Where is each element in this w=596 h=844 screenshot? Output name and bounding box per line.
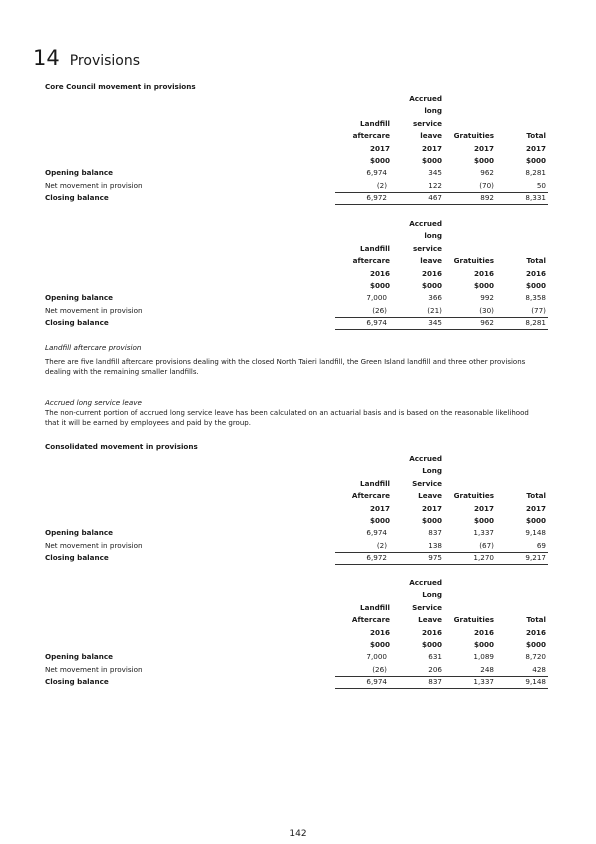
table-row <box>45 180 550 192</box>
column-header-cell: Gratuities <box>453 256 494 266</box>
column-header-cell: 2016 <box>473 627 494 637</box>
value-cell: 837 <box>428 677 442 687</box>
table-header-row <box>45 478 550 490</box>
column-header-cell: Gratuities <box>453 131 494 141</box>
column-header-cell: Total <box>526 615 546 625</box>
column-header-cell: 2017 <box>369 143 390 153</box>
column-header-cell: 2017 <box>525 143 546 153</box>
value-cell: (21) <box>427 305 442 315</box>
column-header-cell: Accrued <box>409 219 442 228</box>
column-header-cell: 2017 <box>525 503 546 513</box>
total-rule <box>335 564 548 565</box>
value-cell: 8,720 <box>525 652 546 662</box>
value-cell: 1,270 <box>473 553 494 563</box>
column-header-cell: $000 <box>421 281 442 290</box>
column-header-cell: long <box>424 231 442 241</box>
column-header-cell: Total <box>526 491 546 501</box>
table-header-row <box>45 155 550 167</box>
column-header-cell: 2016 <box>421 268 442 278</box>
table-header-row <box>45 218 550 230</box>
total-rule <box>335 204 548 205</box>
value-cell: 50 <box>536 180 546 190</box>
value-cell: 345 <box>428 318 442 328</box>
table-header-row <box>45 230 550 242</box>
value-cell: 138 <box>428 540 442 550</box>
column-header-cell: $000 <box>473 516 494 525</box>
column-header-cell: Landfill <box>360 118 390 128</box>
table-row <box>45 305 550 317</box>
table-header-row <box>45 453 550 465</box>
value-cell: 248 <box>480 664 494 674</box>
column-header-cell: 2017 <box>421 143 442 153</box>
value-cell: 8,358 <box>525 293 546 303</box>
value-cell: (2) <box>376 180 387 190</box>
column-header-cell: Gratuities <box>453 615 494 625</box>
table-header-row <box>45 243 550 255</box>
value-cell: 69 <box>536 540 546 550</box>
row-label: Closing balance <box>45 677 109 687</box>
column-header-cell: $000 <box>473 640 494 649</box>
table-header-row <box>45 465 550 477</box>
table-row <box>45 651 550 663</box>
value-cell: 8,281 <box>525 318 546 328</box>
column-header-cell: Landfill <box>360 602 390 612</box>
table-header-row <box>45 268 550 280</box>
row-label: Closing balance <box>45 193 109 203</box>
value-cell: 9,217 <box>525 553 546 563</box>
table-header-row <box>45 614 550 626</box>
column-header-cell: Leave <box>418 615 442 625</box>
value-cell: 8,331 <box>525 193 546 203</box>
column-header-cell: Aftercare <box>351 615 390 625</box>
column-header-cell: leave <box>420 131 442 141</box>
column-header-cell: $000 <box>369 516 390 525</box>
value-cell: 6,972 <box>366 553 387 563</box>
value-cell: 122 <box>428 180 442 190</box>
value-cell: 6,974 <box>366 168 387 178</box>
value-cell: 6,974 <box>366 677 387 687</box>
column-header-cell: 2016 <box>525 627 546 637</box>
value-cell: 345 <box>428 168 442 178</box>
table-header-row <box>45 118 550 130</box>
landfill-note-text: There are five landfill aftercare provisions dealing with the closed North Taieri landfill, the Green Island landfill and three other provisions dealing with the remaining smaller landfills. <box>45 358 526 376</box>
column-header-cell: $000 <box>473 281 494 290</box>
column-header-cell: Accrued <box>409 94 442 103</box>
row-label: Closing balance <box>45 553 109 563</box>
column-header-cell: $000 <box>525 281 546 290</box>
column-header-cell: Accrued <box>409 454 442 463</box>
column-header-cell: $000 <box>525 516 546 525</box>
column-header-cell: 2016 <box>369 268 390 278</box>
section-title: Provisions <box>69 53 141 69</box>
value-cell: 9,148 <box>525 528 546 538</box>
total-rule <box>335 329 548 330</box>
value-cell: (2) <box>376 540 387 550</box>
value-cell: 6,974 <box>366 528 387 538</box>
column-header-cell: $000 <box>421 640 442 649</box>
row-label: Net movement in provision <box>45 180 143 190</box>
core-council-title: Core Council movement in provisions <box>45 82 196 91</box>
value-cell: 7,000 <box>366 652 387 662</box>
leave-note-heading: Accrued long service leave <box>45 398 142 407</box>
column-header-cell: 2016 <box>369 627 390 637</box>
column-header-cell: Gratuities <box>453 491 494 501</box>
value-cell: 428 <box>532 664 546 674</box>
section-number: 14 <box>33 46 60 70</box>
table-header-row <box>45 143 550 155</box>
table-row <box>45 552 550 564</box>
column-header-cell: 2017 <box>421 503 442 513</box>
table-row <box>45 292 550 304</box>
value-cell: (70) <box>479 180 494 190</box>
column-header-cell: long <box>424 106 442 116</box>
row-label: Net movement in provision <box>45 540 143 550</box>
value-cell: 7,000 <box>366 293 387 303</box>
column-header-cell: Total <box>526 131 546 141</box>
value-cell: 9,148 <box>525 677 546 687</box>
row-label: Net movement in provision <box>45 664 143 674</box>
column-header-cell: aftercare <box>352 256 390 266</box>
value-cell: (26) <box>372 305 387 315</box>
column-header-cell: 2016 <box>525 268 546 278</box>
column-header-cell: service <box>413 243 442 253</box>
value-cell: 6,974 <box>366 318 387 328</box>
value-cell: 837 <box>428 528 442 538</box>
table-header-row <box>45 639 550 651</box>
total-rule <box>335 688 548 689</box>
column-header-cell: $000 <box>473 156 494 165</box>
table-header-row <box>45 255 550 267</box>
consolidated-title: Consolidated movement in provisions <box>45 442 198 451</box>
table-header-row <box>45 490 550 502</box>
value-cell: 962 <box>480 318 494 328</box>
column-header-cell: leave <box>420 256 442 266</box>
column-header-cell: Leave <box>418 491 442 501</box>
column-header-cell: $000 <box>369 281 390 290</box>
row-label: Closing balance <box>45 318 109 328</box>
value-cell: 962 <box>480 168 494 178</box>
row-label: Opening balance <box>45 652 114 662</box>
value-cell: 992 <box>480 293 494 303</box>
table-header-row <box>45 280 550 292</box>
column-header-cell: $000 <box>369 640 390 649</box>
column-header-cell: 2017 <box>473 503 494 513</box>
table-row <box>45 676 550 688</box>
column-header-cell: 2016 <box>421 627 442 637</box>
column-header-cell: $000 <box>369 156 390 165</box>
value-cell: 8,281 <box>525 168 546 178</box>
table-header-row <box>45 627 550 639</box>
column-header-cell: 2017 <box>473 143 494 153</box>
column-header-cell: 2016 <box>473 268 494 278</box>
row-label: Opening balance <box>45 168 114 178</box>
value-cell: 467 <box>428 193 442 203</box>
column-header-cell: Landfill <box>360 243 390 253</box>
value-cell: (26) <box>372 664 387 674</box>
value-cell: 631 <box>428 652 442 662</box>
column-header-cell: $000 <box>421 156 442 165</box>
table-header-row <box>45 503 550 515</box>
column-header-cell: aftercare <box>352 131 390 141</box>
column-header-cell: Service <box>412 478 442 488</box>
value-cell: 975 <box>428 553 442 563</box>
table-row <box>45 167 550 179</box>
column-header-cell: $000 <box>525 640 546 649</box>
value-cell: (77) <box>531 305 546 315</box>
value-cell: 6,972 <box>366 193 387 203</box>
value-cell: 892 <box>480 193 494 203</box>
row-label: Net movement in provision <box>45 305 143 315</box>
table-row <box>45 664 550 676</box>
table-row <box>45 317 550 329</box>
column-header-cell: service <box>413 118 442 128</box>
value-cell: 1,337 <box>473 528 494 538</box>
column-header-cell: Accrued <box>409 578 442 587</box>
column-header-cell: 2017 <box>369 503 390 513</box>
table-header-row <box>45 105 550 117</box>
value-cell: (30) <box>479 305 494 315</box>
table-header-row <box>45 130 550 142</box>
table-header-row <box>45 93 550 105</box>
value-cell: (67) <box>479 540 494 550</box>
value-cell: 366 <box>428 293 442 303</box>
value-cell: 206 <box>428 664 442 674</box>
table-header-row <box>45 515 550 527</box>
row-label: Opening balance <box>45 293 114 303</box>
section-heading <box>33 46 140 70</box>
column-header-cell: $000 <box>421 516 442 525</box>
column-header-cell: Total <box>526 256 546 266</box>
column-header-cell: Aftercare <box>351 491 390 501</box>
leave-note-text: The non-current portion of accrued long service leave has been calculated on an actuarial basis and is based on the reasonable likelihood that it will be earned by employees and paid by the group. <box>45 409 529 427</box>
row-label: Opening balance <box>45 528 114 538</box>
page-number: 142 <box>289 829 307 839</box>
table-header-row <box>45 602 550 614</box>
table-row <box>45 540 550 552</box>
column-header-cell: Long <box>422 466 442 476</box>
table-header-row <box>45 577 550 589</box>
column-header-cell: $000 <box>525 156 546 165</box>
landfill-note-heading: Landfill aftercare provision <box>45 343 142 352</box>
column-header-cell: Service <box>412 602 442 612</box>
table-row <box>45 192 550 204</box>
table-header-row <box>45 589 550 601</box>
column-header-cell: Landfill <box>360 478 390 488</box>
value-cell: 1,337 <box>473 677 494 687</box>
value-cell: 1,089 <box>473 652 494 662</box>
column-header-cell: Long <box>422 590 442 600</box>
table-row <box>45 527 550 539</box>
